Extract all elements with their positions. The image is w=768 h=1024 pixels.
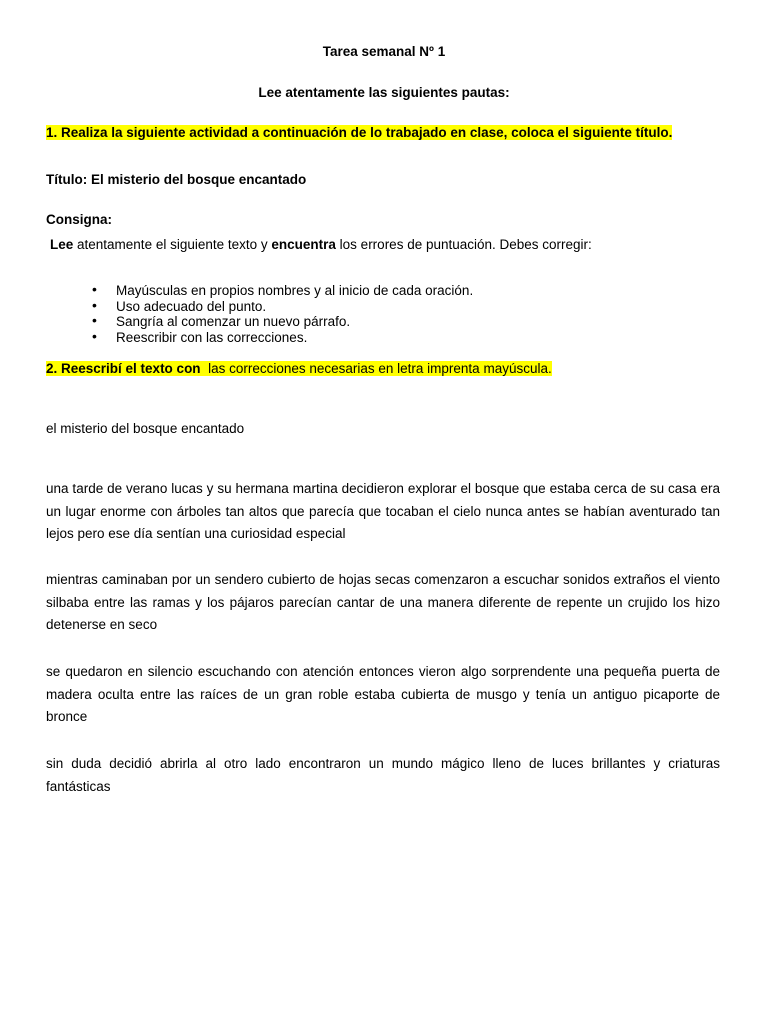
consigna-text	[50, 237, 592, 253]
instruction-2	[46, 361, 552, 377]
consigna-bold-lee: Lee	[50, 237, 74, 252]
instruction-2-normal: las correcciones necesarias en letra imprenta mayúscula.	[204, 361, 552, 376]
instruction-1-text: 1. Realiza la siguiente actividad a continuación de lo trabajado en clase, coloca el siguiente título.	[46, 125, 673, 140]
corrections-list	[92, 283, 473, 345]
story-paragraph-3: se quedaron en silencio escuchando con atención entonces vieron algo sorprendente una pequeña puerta de madera oculta entre las raíces de un gran roble estaba cubierta de musgo y tenía un antiguo picaporte de bronce	[46, 664, 720, 724]
consigna-text-2: los errores de puntuación. Debes corregir:	[335, 237, 592, 252]
story-title-instruction: Título: El misterio del bosque encantado	[46, 172, 307, 187]
story-paragraph-2: mientras caminaban por un sendero cubierto de hojas secas comenzaron a escuchar sonidos extraños el viento silbaba entre las ramas y los pájaros parecían cantar de una manera diferente de repente un crujido los hizo detenerse en seco	[46, 572, 720, 632]
document-title: Tarea semanal Nº 1	[322, 44, 446, 59]
consigna-bold-encuentra: encuentra	[271, 237, 336, 252]
consigna-text-1: atentamente el siguiente texto y	[73, 237, 272, 252]
story-paragraph-1: una tarde de verano lucas y su hermana martina decidieron explorar el bosque que estaba cerca de su casa era un lugar enorme con árboles tan altos que parecía que tocaban el cielo nunca antes se habían aventurado tan lejos pero ese día sentían una curiosidad especial	[46, 481, 720, 541]
document-subtitle: Lee atentamente las siguientes pautas:	[258, 85, 510, 100]
list-item: • Mayúsculas en propios nombres y al inicio de cada oración.	[92, 283, 473, 299]
story-paragraph-4: sin duda decidió abrirla al otro lado encontraron un mundo mágico lleno de luces brillantes y criaturas fantásticas	[46, 756, 720, 794]
instruction-2-bold: 2. Reescribí el texto con	[46, 361, 205, 376]
list-item: • Reescribir con las correcciones.	[92, 330, 473, 346]
instruction-1	[46, 125, 672, 141]
list-item: • Uso adecuado del punto.	[92, 299, 473, 315]
consigna-label: Consigna:	[46, 212, 112, 227]
list-item: • Sangría al comenzar un nuevo párrafo.	[92, 314, 473, 330]
story-title: el misterio del bosque encantado	[46, 421, 245, 436]
instruction-2-highlight	[46, 361, 552, 376]
